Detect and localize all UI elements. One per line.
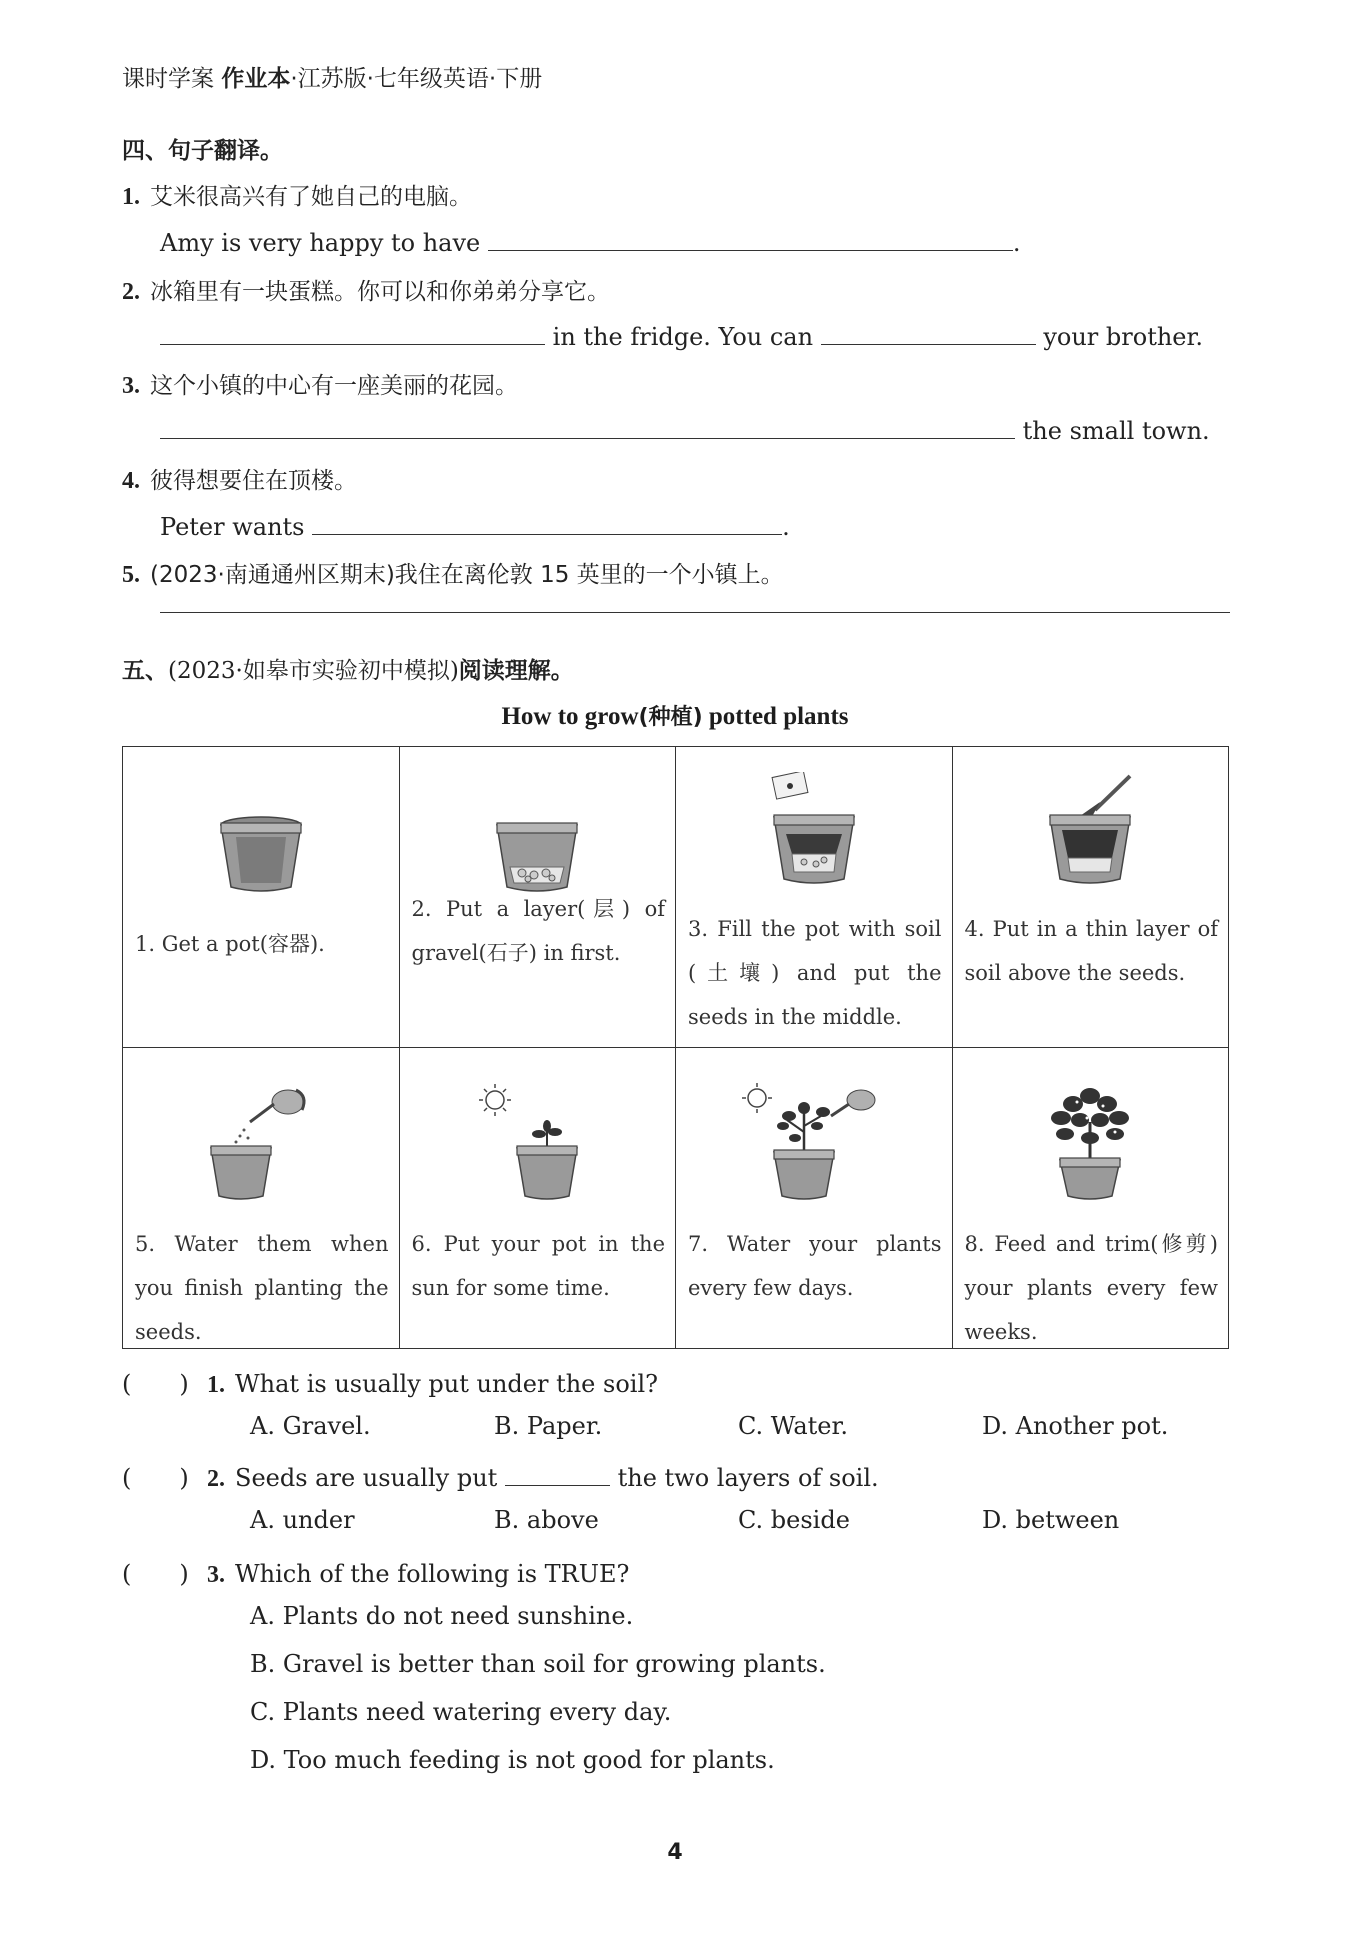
question-2: ( ) 2. Seeds are usually put the two layers of soil. <box>122 1458 879 1493</box>
pot-seeds-icon <box>764 772 864 887</box>
step-5-text: 5. Water them when you finish planting the seeds. <box>135 1232 389 1344</box>
q3-option-a[interactable]: A. Plants do not need sunshine. <box>250 1602 634 1630</box>
step-cell <box>952 1048 1229 1349</box>
q4-1-chinese: 1. 艾米很高兴有了她自己的电脑。 <box>122 184 472 210</box>
q2-option-c[interactable]: C. beside <box>738 1506 850 1534</box>
answer-blank[interactable] <box>312 510 782 535</box>
step-1-text: 1. Get a pot(容器). <box>135 932 325 956</box>
step-cell <box>952 747 1229 1048</box>
question-1: ( ) 1. What is usually put under the soil? <box>122 1364 658 1399</box>
q3-option-c[interactable]: C. Plants need watering every day. <box>250 1698 672 1726</box>
step-6-text: 6. Put your pot in the sun for some time. <box>411 1232 665 1300</box>
step-8-text: 8. Feed and trim(修剪) your plants every few weeks. <box>964 1232 1218 1344</box>
step-7-text: 7. Water your plants every few days. <box>688 1232 942 1300</box>
answer-blank[interactable] <box>821 320 1036 345</box>
q4-3-chinese: 3. 这个小镇的中心有一座美丽的花园。 <box>122 373 518 399</box>
step-cell <box>123 1048 400 1349</box>
q1-option-b[interactable]: B. Paper. <box>494 1412 603 1440</box>
q1-option-d[interactable]: D. Another pot. <box>982 1412 1169 1440</box>
section-5-title: 五、(2023·如皋市实验初中模拟)阅读理解。 <box>122 658 574 684</box>
q4-3-english: the small town. <box>160 414 1210 445</box>
q1-option-a[interactable]: A. Gravel. <box>250 1412 371 1440</box>
answer-blank[interactable] <box>160 320 545 345</box>
page-number: 4 <box>667 1840 683 1865</box>
q4-5-chinese: 5. (2023·南通通州区期末)我住在离伦敦 15 英里的一个小镇上。 <box>122 562 784 588</box>
section-4-title: 四、句子翻译。 <box>122 138 283 164</box>
answer-bracket[interactable]: ( ) <box>122 1370 189 1398</box>
step-cell <box>676 1048 953 1349</box>
answer-bracket[interactable]: ( ) <box>122 1560 189 1588</box>
q4-4-chinese: 4. 彼得想要住在顶楼。 <box>122 468 357 494</box>
q4-2-english: in the fridge. You can your brother. <box>160 320 1203 351</box>
page-header: 课时学案 作业本·江苏版·七年级英语·下册 <box>122 66 543 92</box>
answer-bracket[interactable]: ( ) <box>122 1464 189 1492</box>
answer-blank[interactable] <box>488 226 1013 251</box>
sun-water-plant-icon <box>739 1082 889 1202</box>
step-2-text: 2. Put a layer(层) of gravel(石子) in first. <box>411 897 665 965</box>
step-cell <box>676 747 953 1048</box>
step-cell <box>399 1048 676 1349</box>
pot-trowel-icon <box>1040 772 1140 887</box>
answer-line[interactable] <box>160 612 1230 613</box>
watering-pot-icon <box>206 1082 316 1202</box>
step-cell <box>399 747 676 1048</box>
passage-title: How to grow(种植) potted plants <box>501 703 849 730</box>
q1-option-c[interactable]: C. Water. <box>738 1412 848 1440</box>
q3-option-d[interactable]: D. Too much feeding is not good for plants. <box>250 1746 775 1774</box>
step-3-text: 3. Fill the pot with soil (土壤) and put the seeds in the middle. <box>688 917 942 1029</box>
q4-4-english: Peter wants . <box>160 510 790 541</box>
q3-option-b[interactable]: B. Gravel is better than soil for growing plants. <box>250 1650 826 1678</box>
sun-seedling-icon <box>477 1082 597 1202</box>
q4-1-english: Amy is very happy to have . <box>160 226 1021 257</box>
answer-blank[interactable] <box>505 1461 610 1486</box>
steps-table <box>122 746 1229 1349</box>
grown-plant-icon <box>1035 1082 1145 1202</box>
q2-option-a[interactable]: A. under <box>250 1506 355 1534</box>
step-4-text: 4. Put in a thin layer of soil above the seeds. <box>964 917 1218 985</box>
pot-gravel-icon <box>492 815 582 895</box>
question-3: ( ) 3. Which of the following is TRUE? <box>122 1554 629 1589</box>
q4-2-chinese: 2. 冰箱里有一块蛋糕。你可以和你弟弟分享它。 <box>122 279 610 305</box>
empty-pot-icon <box>216 815 306 895</box>
q2-option-b[interactable]: B. above <box>494 1506 599 1534</box>
step-cell <box>123 747 400 1048</box>
q2-option-d[interactable]: D. between <box>982 1506 1120 1534</box>
answer-blank[interactable] <box>160 414 1015 439</box>
